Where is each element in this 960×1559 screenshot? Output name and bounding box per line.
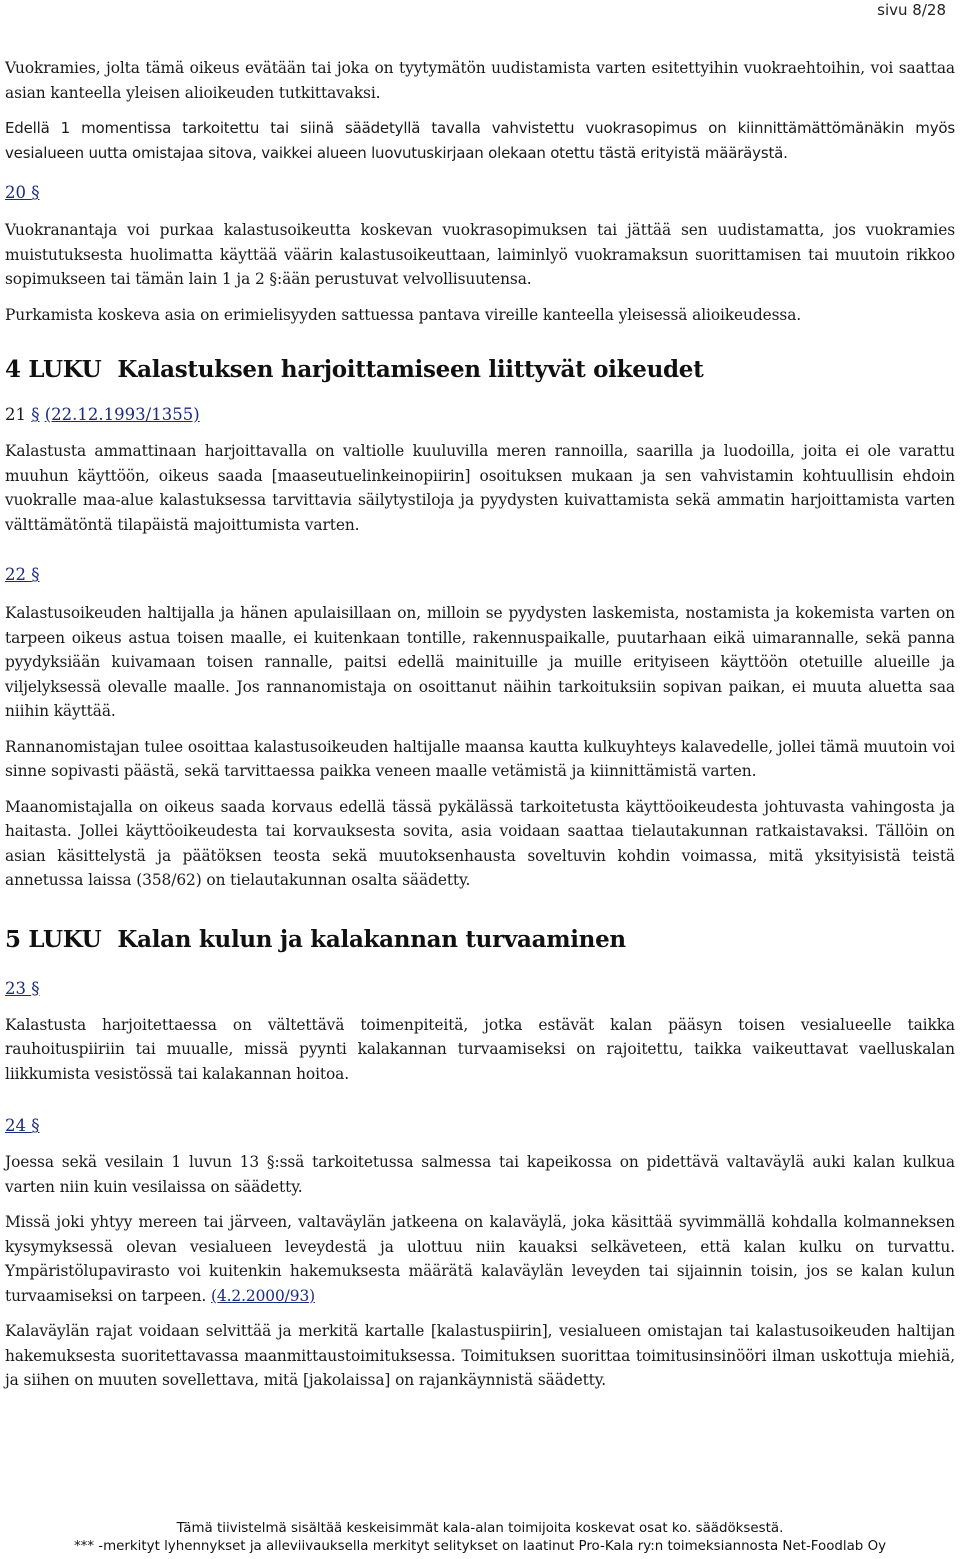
paragraph: Vuokranantaja voi purkaa kalastusoikeutta koskevan vuokrasopimuksen tai jättää sen uudistamatta, jos vuokramies muistutuksesta huolimatta käyttää väärin kalastusoikeuttaan, laiminlyö vuokramaksun suorittamisen tai muutoin rikkoo sopimukseen tai tämän lain 1 ja 2 §:ään perustuvat velvollisuutensa. [5, 221, 955, 288]
amendment-link[interactable]: (4.2.2000/93) [211, 1286, 316, 1305]
section-number: 21 [5, 405, 26, 424]
paragraph: Edellä 1 momentissa tarkoitettu tai siinä säädetyllä tavalla vahvistettu vuokrasopimus on kiinnittämättömänäkin myös vesialueen uutta omistajaa sitova, vaikkei alueen luovutuskirjaan olekaan otettu tästä erityistä määräystä. [5, 119, 955, 162]
footer [0, 1520, 960, 1556]
paragraph: Kalastusta harjoitettaessa on vältettävä toimenpiteitä, jotka estävät kalan pääsyn toisen vesialueelle taikka rauhoituspiiriin tai muualle, missä pyynti kalakannan turvaamiseksi on rajoitettu, taikka vaikeuttavat vaelluskalan liikkumista vesistössä tai kalakannan hoitoa. [5, 1015, 955, 1083]
chapter-number: 4 LUKU [5, 356, 102, 383]
paragraph: Joessa sekä vesilain 1 luvun 13 §:ssä tarkoitetussa salmessa tai kapeikossa on pidettävä valtaväylä auki kalan kulkua varten niin kuin vesilaissa on säädetty. [5, 1153, 955, 1196]
section-link-24[interactable]: 24 § [5, 1116, 40, 1135]
paragraph-text: Missä joki yhtyy mereen tai järveen, valtaväylän jatkeena on kalaväylä, joka käsittää syvimmällä kohdalla kolmanneksen kysymyksessä olevan vesialueen leveydestä ja ulottuu niin kauaksi selkäveteen, että kalan kulku on turvattu. Ympäristölupavirasto voi kuitenkin hakemuksesta määrätä kalaväylän leveyden tai sijainnin toisin, jos se kalan kulun turvaamiseksi on tarpeen. [5, 1213, 955, 1305]
section-link-22[interactable]: 22 § [5, 565, 40, 584]
paragraph: Kalaväylän rajat voidaan selvittää ja merkitä kartalle [kalastuspiirin], vesialueen omistajan tai kalastusoikeuden haltijan hakemuksesta suoritettavassa maanmittaustoimituksessa. Toimituksen suorittaa toimitusinsinööri ilman uskottuja miehiä, ja siihen on muuten sovellettava, mitä [jakolaissa] on rajankäynnistä säädetty. [5, 1322, 955, 1389]
chapter-heading-4 [5, 355, 955, 385]
paragraph: Kalastusta ammattinaan harjoittavalla on valtiolle kuuluvilla meren rannoilla, saarilla ja luodoilla, joita ei ole varattu muuhun käyttöön, oikeus saada [maaseutuelinkeinopiirin] osoituksen mukaan ja sen vahvistamin kohtuullisin ehdoin vuokralle maa-alue kalastuksessa tarvittavia säilytystiloja ja pyydysten kuivattamista sekä ammatin harjoittamista varten välttämätöntä tilapäistä majoittumista varten. [5, 442, 955, 534]
chapter-number: 5 LUKU [5, 925, 102, 953]
document-body [5, 56, 955, 1404]
section-link-20[interactable]: 20 § [5, 183, 40, 202]
paragraph: Purkamista koskeva asia on erimielisyyden sattuessa pantava vireille kanteella yleisessä alioikeudessa. [5, 305, 802, 324]
paragraph [5, 1210, 955, 1308]
section-mark: § [31, 405, 40, 424]
section-heading-24 [5, 1114, 955, 1138]
section-link-23[interactable]: 23 § [5, 978, 40, 998]
paragraph: Rannanomistajan tulee osoittaa kalastusoikeuden haltijalle maansa kautta kulkuyhteys kalavedelle, jollei tämä muutoin voi sinne sopivasti päästä, sekä tarvittaessa paikka veneen maalle vetämistä ja kiinnittämistä varten. [5, 737, 955, 780]
amendment-link[interactable]: (22.12.1993/1355) [44, 405, 200, 424]
footer-line: *** -merkityt lyhennykset ja alleviivauksella merkityt selitykset on laatinut Pro-Kala ry:n toimeksiannosta Net-Foodlab Oy [73, 1539, 887, 1554]
chapter-title: Kalan kulun ja kalakannan turvaaminen [117, 925, 626, 953]
section-heading-20 [5, 181, 955, 205]
section-heading-22 [5, 563, 955, 587]
section-heading-21 [5, 403, 955, 427]
paragraph: Maanomistajalla on oikeus saada korvaus edellä tässä pykälässä tarkoitetusta käyttöoikeudesta johtuvasta vahingosta ja haitasta. Jollei käyttöoikeudesta tai korvauksesta sovita, asia voidaan saattaa tielautakunnan ratkaistavaksi. Tällöin on asian käsittelystä ja päätöksen teosta sekä muutoksenhausta soveltuvin kohdin voimassa, mitä yksityisistä teistä annetussa laissa (358/62) on tielautakunnan osalta säädetty. [5, 797, 955, 889]
section-heading-23 [5, 977, 955, 1001]
page-number: sivu 8/28 [877, 1, 946, 19]
chapter-heading-5 [5, 925, 955, 955]
paragraph: Kalastusoikeuden haltijalla ja hänen apulaisillaan on, milloin se pyydysten laskemista, nostamista ja kokemista varten on tarpeen oikeus astua toisen maalle, ei kuitenkaan tontille, rakennuspaikalle, puutarhaan eikä uimarannalle, sekä panna pyydyksiään kuivamaan toisen rannalle, paitsi edellä mainituille ja muille erityiseen käyttöön otetuille alueille ja viljelyksessä olevalle maalle. Jos rannanomistaja on osoittanut näihin tarkoituksiin sopivan paikan, ei muuta aluetta saa niihin käyttää. [5, 604, 955, 720]
chapter-title: Kalastuksen harjoittamiseen liittyvät oikeudet [117, 356, 704, 383]
footer-line: Tämä tiivistelmä sisältää keskeisimmät kala-alan toimijoita koskevat osat ko. säädöksestä. [176, 1521, 784, 1536]
paragraph: Vuokramies, jolta tämä oikeus evätään tai joka on tyytymätön uudistamista varten esitettyihin vuokraehtoihin, voi saattaa asian kanteella yleisen alioikeuden tutkittavaksi. [5, 59, 955, 102]
